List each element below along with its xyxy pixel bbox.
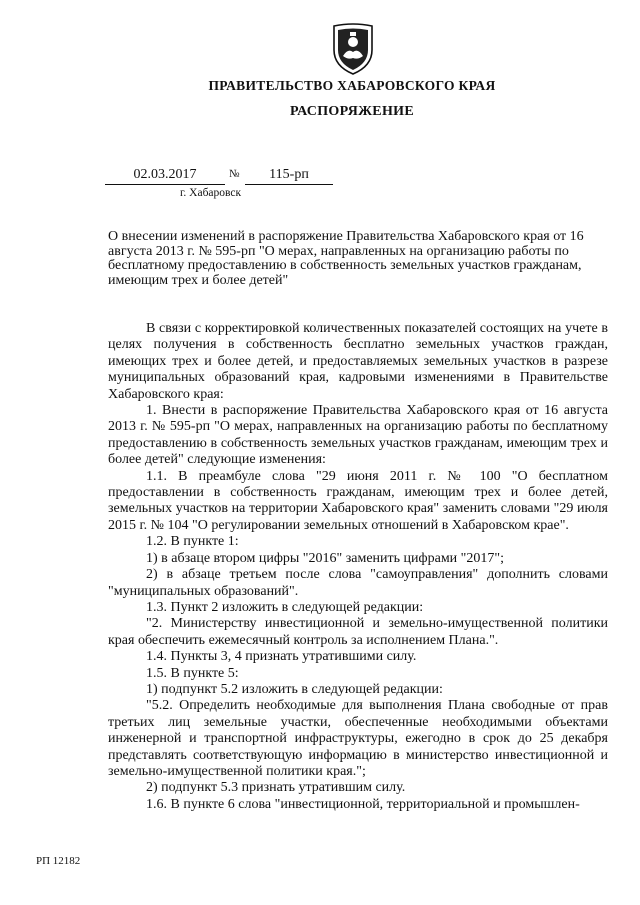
paragraph: 2) в абзаце третьем после слова "самоуправления" дополнить словами "муниципальных образований". xyxy=(108,567,608,599)
number-sign: № xyxy=(229,168,240,180)
paragraph: 1. Внести в распоряжение Правительства Хабаровского края от 16 августа 2013 г. № 595-рп "О мерах, направленных на организацию работы по бесплатному предоставлению в собственность земельных участков гражданам, имеющим трех и более детей" следующие изменения: xyxy=(108,403,608,468)
paragraph: 1.1. В преамбуле слова "29 июня 2011 г. № 100 "О бесплатном предоставлении в собственность гражданам, имеющим трех и более детей, земельных участков на территории Хабаровского края" заменить словами "29 июля 2015 г. № 104 "О регулировании земельных отношений в Хабаровском крае". xyxy=(108,468,608,533)
coat-of-arms-icon xyxy=(330,20,376,76)
paragraph: "2. Министерству инвестиционной и земельно-имущественной политики края обеспечить ежемесячный контроль за исполнением Плана.". xyxy=(108,616,608,648)
subject: О внесении изменений в распоряжение Правительства Хабаровского края от 16 августа 2013 г. № 595-рп "О мерах, направленных на организацию работы по бесплатному предоставлению в собственность земельных участков гражданам, имеющим трех и более детей" xyxy=(108,229,584,288)
government-title: ПРАВИТЕЛЬСТВО ХАБАРОВСКОГО КРАЯ xyxy=(208,78,496,93)
document-body xyxy=(108,321,608,813)
paragraph: 1.6. В пункте 6 слова "инвестиционной, территориальной и промышлен- xyxy=(146,796,580,812)
emblem xyxy=(330,20,376,76)
paragraph: 1) в абзаце втором цифры "2016" заменить цифрами "2017"; xyxy=(146,550,504,566)
footer-code: РП 12182 xyxy=(36,855,81,867)
paragraph: 1) подпункт 5.2 изложить в следующей редакции: xyxy=(146,681,443,697)
paragraph: 1.2. В пункте 1: xyxy=(146,534,239,550)
paragraph: 2) подпункт 5.3 признать утратившим силу. xyxy=(146,780,406,796)
paragraph: В связи с корректировкой количественных показателей состоящих на учете в целях получения в собственность бесплатно земельных участков граждан, имеющих трех и более детей, и предоставляемых земельных участков в разрезе муниципальных образований края, кадровыми изменениями в Правительстве Хабаровского края: xyxy=(108,321,608,402)
document-type: РАСПОРЯЖЕНИЕ xyxy=(290,104,414,119)
paragraph: 1.4. Пункты 3, 4 признать утратившими силу. xyxy=(146,649,417,665)
paragraph: "5.2. Определить необходимые для выполнения Плана свободные от прав третьих лиц земельные участки, обеспеченные необходимыми объектами инженерной и транспортной инфраструктуры, ежегодно в срок до 25 декабря представлять соответствующую информацию в министерство инвестиционной и земельно-имущественной политики края."; xyxy=(108,698,608,779)
paragraph: 1.5. В пункте 5: xyxy=(146,665,239,681)
order-date: 02.03.2017 xyxy=(105,166,225,185)
paragraph: 1.3. Пункт 2 изложить в следующей редакции: xyxy=(146,599,424,615)
order-number: 115-рп xyxy=(245,166,333,185)
order-meta xyxy=(105,166,345,186)
city: г. Хабаровск xyxy=(180,187,242,199)
